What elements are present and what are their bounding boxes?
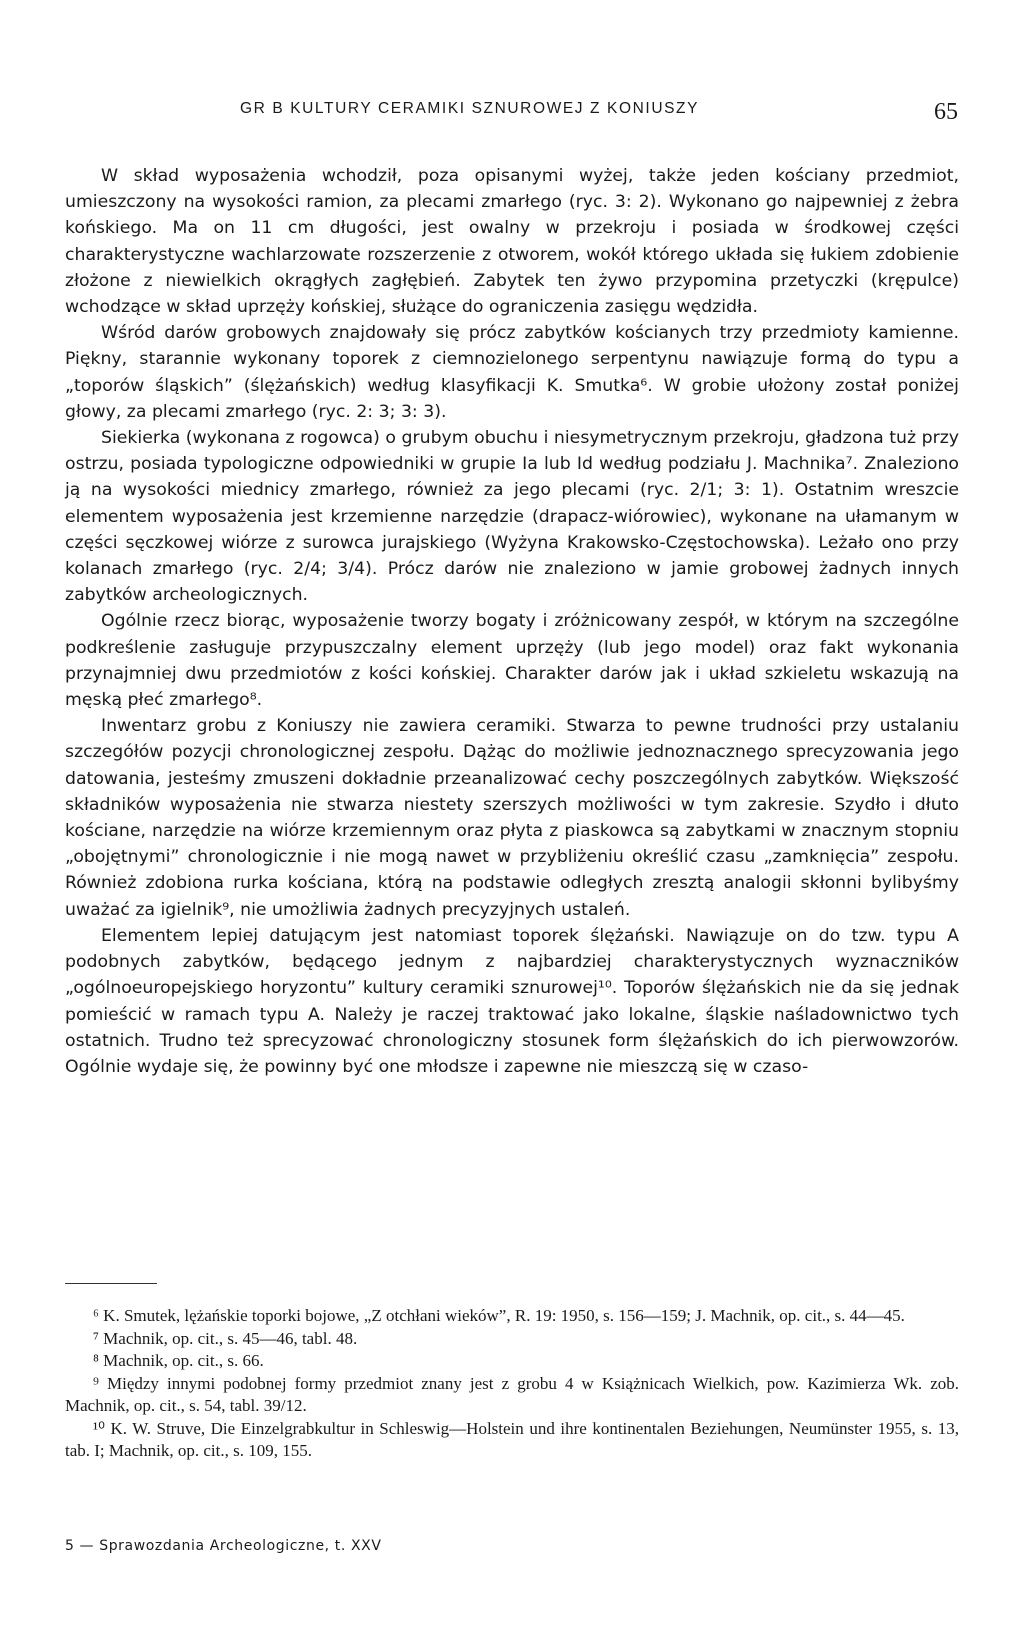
paragraph: Siekierka (wykonana z rogowca) o grubym obuchu i niesymetrycznym przekroju, gładzona tuż przy ostrzu, posiada typologiczne odpowiedniki w grupie Ia lub Id według podziału J. Machnika⁷. Znaleziono ją na wysokości miednicy zmarłego, również za jego plecami (ryc. 2/1; 3: 1). Ostatnim wreszcie elementem wyposażenia jest krzemienne narzędzie (drapacz-wiórowiec), wykonane na ułamanym w części sęczkowej wiórze z surowca jurajskiego (Wyżyna Krakowsko-Częstochowska). Leżało ono przy kolanach zmarłego (ryc. 2/4; 3/4). Prócz darów nie znaleziono w jamie grobowej żadnych innych zabytków archeologicznych.	[65, 428, 959, 606]
paragraph: Ogólnie rzecz biorąc, wyposażenie tworzy bogaty i zróżnicowany zespół, w którym na szczególne podkreślenie zasługuje przypuszczalny element uprzęży (lub jego model) oraz fakt wykonania przynajmniej dwu przedmiotów z kości końskiej. Charakter darów jak i układ szkieletu wskazują na męską płeć zmarłego⁸.	[65, 611, 959, 711]
paragraph: Wśród darów grobowych znajdowały się prócz zabytków kościanych trzy przedmioty kamienne. Piękny, starannie wykonany toporek z ciemnozielonego serpentynu nawiązuje formą do typu a „toporów śląskich” (ślężańskich) według klasyfikacji K. Smutka⁶. W grobie ułożony został poniżej głowy, za plecami zmarłego (ryc. 2: 3; 3: 3).	[65, 323, 959, 422]
footnote: ⁹ Między innymi podobnej formy przedmiot znany jest z grobu 4 w Książnicach Wielkich, pow. Kazimierza Wk. zob. Machnik, op. cit., s. 54, tabl. 39/12.	[65, 1373, 959, 1415]
footnote: ⁷ Machnik, op. cit., s. 45—46, tabl. 48.	[93, 1328, 358, 1348]
footnotes	[65, 1305, 959, 1463]
paragraph: Elementem lepiej datującym jest natomiast toporek ślężański. Nawiązuje on do tzw. typu A podobnych zabytków, będącego jednym z najbardziej charakterystycznych wyznaczników „ogólnoeuropejskiego horyzontu” kultury ceramiki sznurowej¹⁰. Toporów ślężańskich nie da się jednak pomieścić w ramach typu A. Należy je raczej traktować jako lokalne, śląskie naśladownictwo tych ostatnich. Trudno też sprecyzować chronologiczny stosunek form ślężańskich do ich pierwowzorów. Ogólnie wydaje się, że powinny być one młodsze i zapewne nie mieszczą się w czaso-	[65, 925, 959, 1077]
footnote: ⁸ Machnik, op. cit., s. 66.	[93, 1351, 264, 1370]
body-text	[65, 163, 959, 1080]
paragraph: W skład wyposażenia wchodził, poza opisanymi wyżej, także jeden kościany przedmiot, umieszczony na wysokości ramion, za plecami zmarłego (ryc. 3: 2). Wykonano go najpewniej z żebra końskiego. Ma on 11 cm długości, jest owalny w przekroju i posiada w środkowej części charakterystyczne wachlarzowate rozszerzenie z otworem, wokół którego układa się łukiem zdobienie złożone z niewielkich okrągłych zagłębień. Zabytek ten żywo przypomina przetyczki (krępulce) wchodzące w skład uprzęży końskiej, służące do ograniczenia zasięgu wędzidła.	[65, 166, 959, 318]
footnote: ¹⁰ K. W. Struve, Die Einzelgrabkultur in Schleswig—Holstein und ihre kontinentalen Beziehungen, Neumünster 1955, s. 13, tab. I; Machnik, op. cit., s. 109, 155.	[65, 1418, 959, 1460]
footnote-separator	[65, 1283, 157, 1284]
footnote: ⁶ K. Smutek, lężańskie toporki bojowe, „Z otchłani wieków”, R. 19: 1950, s. 156—159; J. Machnik, op. cit., s. 44—45.	[93, 1306, 905, 1325]
page-number: 65	[934, 99, 958, 125]
paragraph: Inwentarz grobu z Koniuszy nie zawiera ceramiki. Stwarza to pewne trudności przy ustalaniu szczegółów pozycji chronologicznej zespołu. Dążąc do możliwie jednoznacznego sprecyzowania jego datowania, jesteśmy zmuszeni dokładnie przeanalizować cechy poszczególnych zabytków. Większość składników wyposażenia nie stwarza niestety szerszych możliwości w tym zakresie. Szydło i dłuto kościane, narzędzie na wiórze krzemiennym oraz płyta z piaskowca są zabytkami w znacznym stopniu „obojętnymi” chronologicznie i nie mogą nawet w przybliżeniu określić czasu „zamknięcia” zespołu. Również zdobiona rurka kościana, którą na podstawie odległych zresztą analogii skłonni bylibyśmy uważać za igielnik⁹, nie umożliwia żadnych precyzyjnych ustaleń.	[65, 716, 959, 920]
running-title: GR B KULTURY CERAMIKI SZNUROWEJ Z KONIUSZY	[240, 100, 700, 117]
page-footer: 5 — Sprawozdania Archeologiczne, t. XXV	[65, 1538, 382, 1554]
